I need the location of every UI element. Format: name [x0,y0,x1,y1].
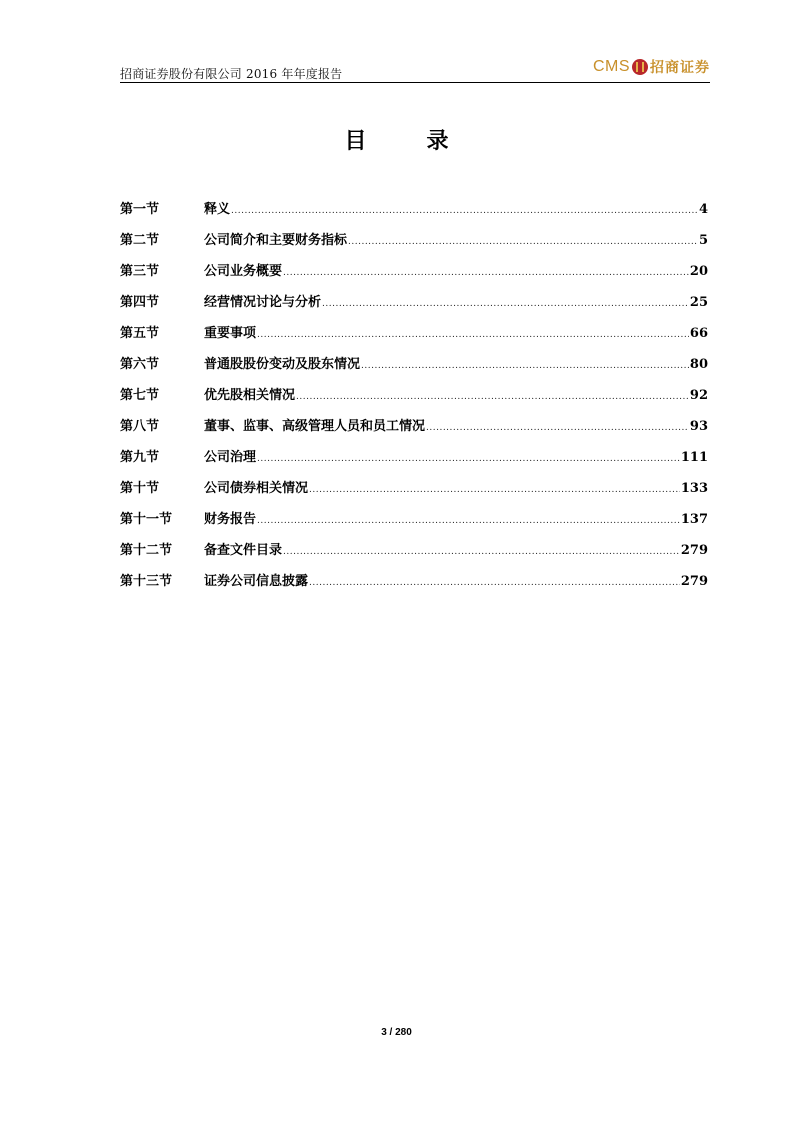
toc-entry[interactable] [120,260,708,291]
toc-dot-leader [257,330,689,340]
toc-section-number: 第十三节 [120,574,173,589]
toc-dot-leader [322,299,689,309]
toc-page-number: 80 [689,357,708,372]
toc-section-title: 公司简介和主要财务指标 [204,233,348,248]
toc-section-number: 第三节 [120,264,160,279]
header-divider [120,82,710,83]
toc-section-number: 第九节 [120,450,160,465]
toc-dot-leader [296,392,689,402]
company-logo [593,56,710,78]
toc-dot-leader [426,423,689,433]
toc-entry[interactable] [120,415,708,446]
toc-page-number: 92 [689,388,708,403]
report-title: 招商证券股份有限公司 2016 年年度报告 [120,67,343,81]
toc-section-title: 公司债券相关情况 [204,481,309,496]
toc-section-title: 优先股相关情况 [204,388,296,403]
toc-page-number: 20 [689,264,708,279]
toc-page-number: 4 [698,202,708,217]
toc-entry[interactable] [120,508,708,539]
toc-section-title: 董事、监事、高级管理人员和员工情况 [204,419,426,434]
toc-section-number: 第八节 [120,419,160,434]
toc-section-number: 第六节 [120,357,160,372]
toc-section-number: 第十节 [120,481,160,496]
toc-entry[interactable] [120,198,708,229]
toc-page-number: 66 [689,326,708,341]
logo-text-en: CMS [592,58,630,75]
toc-entry[interactable] [120,353,708,384]
toc-entry[interactable] [120,446,708,477]
toc-dot-leader [348,237,698,247]
toc-page-number: 111 [680,450,708,465]
toc-section-title: 重要事项 [204,326,257,341]
toc-section-title: 公司治理 [204,450,257,465]
toc-page-number: 279 [680,543,708,558]
cms-logo-icon [632,59,648,75]
toc-page-number: 25 [689,295,708,310]
toc-section-title: 公司业务概要 [204,264,283,279]
toc-entry[interactable] [120,322,708,353]
toc-section-number: 第十二节 [120,543,173,558]
toc-dot-leader [283,547,680,557]
toc-section-title: 释义 [204,202,231,217]
toc-section-title: 普通股股份变动及股东情况 [204,357,361,372]
toc-section-title: 备查文件目录 [204,543,283,558]
toc-section-title: 财务报告 [204,512,257,527]
toc-section-number: 第一节 [120,202,160,217]
toc-entry[interactable] [120,291,708,322]
table-of-contents [120,198,708,601]
toc-entry[interactable] [120,229,708,260]
toc-dot-leader [361,361,689,371]
toc-page-number: 137 [680,512,708,527]
page-header [120,56,710,84]
toc-page-number: 5 [698,233,708,248]
toc-dot-leader [257,454,680,464]
toc-section-title: 经营情况讨论与分析 [204,295,322,310]
toc-dot-leader [309,485,680,495]
page-number: 3 / 280 [381,1027,412,1038]
logo-text-cn: 招商证券 [650,60,710,76]
toc-section-number: 第二节 [120,233,160,248]
toc-entry[interactable] [120,384,708,415]
toc-page-number: 93 [689,419,708,434]
toc-section-title: 证券公司信息披露 [204,574,309,589]
toc-dot-leader [231,206,698,216]
toc-dot-leader [309,578,680,588]
toc-section-number: 第五节 [120,326,160,341]
toc-section-number: 第四节 [120,295,160,310]
toc-section-number: 第十一节 [120,512,173,527]
toc-dot-leader [257,516,680,526]
toc-page-number: 279 [680,574,708,589]
toc-entry[interactable] [120,570,708,601]
toc-dot-leader [283,268,689,278]
toc-section-number: 第七节 [120,388,160,403]
toc-page-number: 133 [680,481,708,496]
toc-entry[interactable] [120,477,708,508]
toc-heading: 目录 [344,128,509,154]
toc-entry[interactable] [120,539,708,570]
